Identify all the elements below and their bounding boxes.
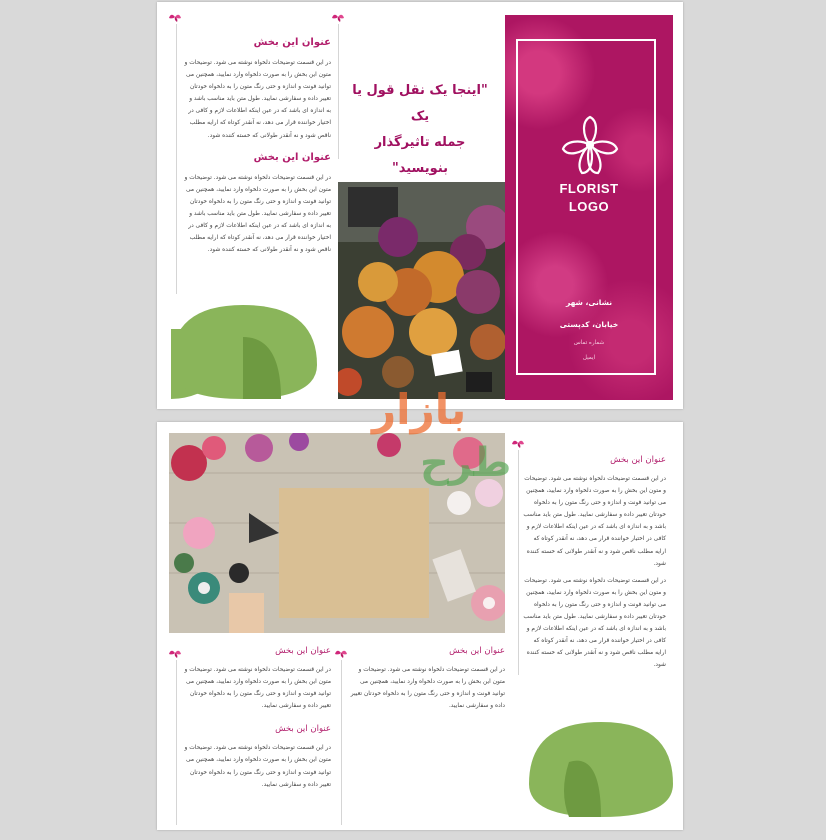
text-column <box>183 37 331 256</box>
pink-flower-icon <box>332 12 344 22</box>
section-heading: عنوان این بخش <box>275 724 331 735</box>
flower-photo <box>338 182 505 399</box>
watermark-text: بازار <box>372 385 467 434</box>
logo-text: LOGO <box>568 199 610 214</box>
column-divider <box>176 660 177 825</box>
section-heading: عنوان این بخش <box>253 151 331 163</box>
cover-panel <box>505 15 673 400</box>
text-column <box>183 646 331 791</box>
email-label: ایمیل <box>582 355 596 361</box>
pink-flower-icon <box>335 648 347 658</box>
section-body: در این قسمت توضیحات دلخواه نوشته می شود. توضیحات و متون این بخش را به صورت دلخواه وارد نمایید، همچنین می توانید فونت و اندازه و حتی رنگ متون را به دلخواه خودتان تغییر داده و سفارشی نمایید. طول متن باید مناسب باشد و به اندازه ای باشد که در عین اینکه اطلاعات لازم و کافی در اختیار خواننده قرار می دهد، نه آنقدر کوتاه که ارایه مطلب ناقص شود و نه آنقدر طولانی که خسته کننده شود. <box>523 476 666 567</box>
section-heading: عنوان این بخش <box>275 646 331 656</box>
column-divider <box>338 24 339 159</box>
section-body: در این قسمت توضیحات دلخواه نوشته می شود. توضیحات و متون این بخش را به صورت دلخواه وارد نمایید، همچنین می توانید فونت و اندازه و حتی رنگ متون را به دلخواه خودتان تغییر داده و سفارشی نمایید. <box>350 667 505 710</box>
florist-flower-logo-icon <box>560 115 620 177</box>
section-body: در این قسمت توضیحات دلخواه نوشته می شود. توضیحات و متون این بخش را به صورت دلخواه وارد نمایید، همچنین می توانید فونت و اندازه و حتی رنگ متون را به دلخواه خودتان تغییر داده و سفارشی نمایید. طول متن باید مناسب باشد و به اندازه ای باشد که در عین اینکه اطلاعات لازم و کافی در اختیار خواننده قرار می دهد، نه آنقدر کوتاه که ارایه مطلب ناقص شود و نه آنقدر طولانی که خسته کننده شود. <box>523 577 666 669</box>
section-body: در این قسمت توضیحات دلخواه نوشته می شود. توضیحات و متون این بخش را به صورت دلخواه وارد نمایید، همچنین می توانید فونت و اندازه و حتی رنگ متون را به دلخواه خودتان تغییر داده و سفارشی نمایید. طول متن باید مناسب باشد و به اندازه ای باشد که در عین اینکه اطلاعات لازم و کافی در اختیار خواننده قرار می دهد، نه آنقدر کوتاه که ارایه مطلب ناقص شود و نه آنقدر طولانی که خسته کننده شود. <box>184 60 331 139</box>
logo-text: FLORIST <box>559 181 619 196</box>
pink-flower-icon <box>512 438 524 448</box>
column-divider <box>341 660 342 825</box>
section-body: در این قسمت توضیحات دلخواه نوشته می شود. توضیحات و متون این بخش را به صورت دلخواه وارد نمایید، همچنین می توانید فونت و اندازه و حتی رنگ متون را به دلخواه خودتان تغییر داده و سفارشی نمایید. <box>184 667 331 710</box>
text-column <box>523 455 666 672</box>
brochure-page-outside <box>157 2 683 409</box>
section-heading: عنوان این بخش <box>253 37 331 48</box>
address-line: خیابان، کدپستی <box>559 320 619 329</box>
quote-line: "اینجا یک نقل قول یا یک <box>352 83 488 124</box>
column-divider <box>518 450 519 675</box>
phone-label: شماره تماس <box>573 340 605 346</box>
column-divider <box>176 24 177 294</box>
text-column <box>350 646 505 712</box>
address-line: نشانی، شهر <box>565 298 613 307</box>
green-leaf-shape <box>171 305 317 399</box>
pink-flower-icon <box>169 648 181 658</box>
green-leaf-shape <box>529 722 673 817</box>
section-body: در این قسمت توضیحات دلخواه نوشته می شود. توضیحات و متون این بخش را به صورت دلخواه وارد نمایید، همچنین می توانید فونت و اندازه و حتی رنگ متون را به دلخواه خودتان تغییر داده و سفارشی نمایید. <box>184 745 331 788</box>
pull-quote <box>345 78 495 182</box>
section-body: در این قسمت توضیحات دلخواه نوشته می شود. توضیحات و متون این بخش را به صورت دلخواه وارد نمایید، همچنین می توانید فونت و اندازه و حتی رنگ متون را به دلخواه خودتان تغییر داده و سفارشی نمایید. طول متن باید مناسب باشد و به اندازه ای باشد که در عین اینکه اطلاعات لازم و کافی در اختیار خواننده قرار می دهد، نه آنقدر کوتاه که ارایه مطلب ناقص شود و نه آنقدر طولانی که خسته کننده شود. <box>184 174 331 254</box>
section-heading: عنوان این بخش <box>610 455 666 465</box>
section-heading: عنوان این بخش <box>449 646 505 656</box>
pink-flower-icon <box>169 12 181 22</box>
quote-line: جمله تاثیرگذار بنویسید" <box>374 135 466 176</box>
watermark-text: طرح <box>420 440 512 486</box>
